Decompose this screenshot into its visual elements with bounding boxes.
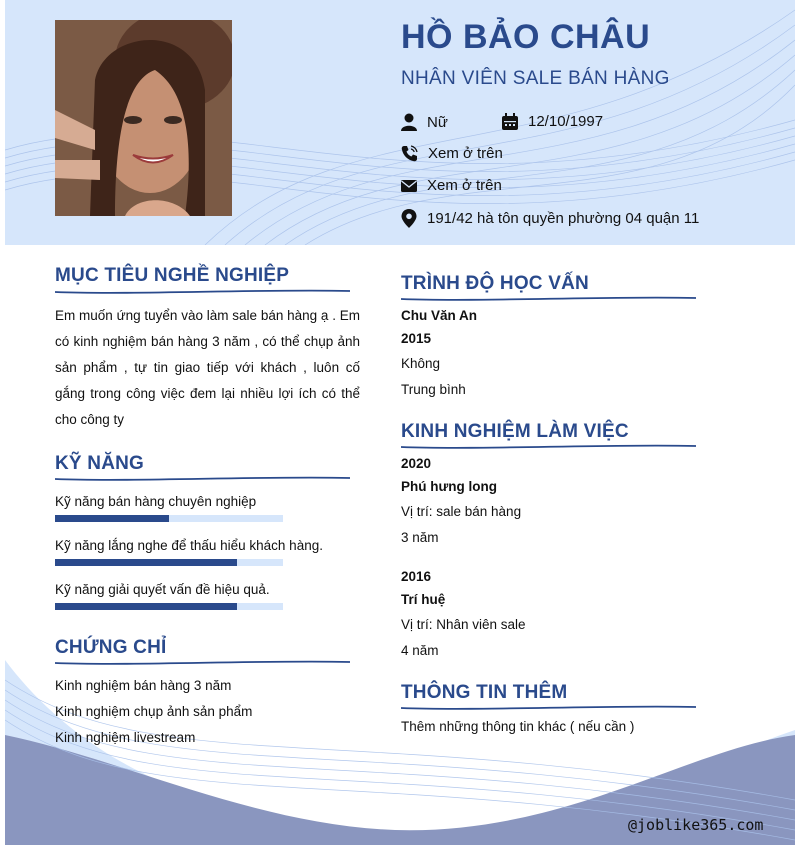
- skill-bar: [55, 559, 283, 566]
- job-title: NHÂN VIÊN SALE BÁN HÀNG: [401, 68, 670, 89]
- objective-heading: MỤC TIÊU NGHỀ NGHIỆP: [55, 265, 290, 286]
- phone-row: [401, 145, 503, 162]
- certificates-underline: [55, 659, 350, 667]
- birthdate-row: [502, 113, 603, 130]
- cv-page: [5, 0, 795, 845]
- mail-icon: [401, 179, 417, 193]
- skills-heading: KỸ NĂNG: [55, 453, 145, 474]
- skill-label: Kỹ năng bán hàng chuyên nghiệp: [55, 494, 257, 509]
- email-row: [401, 177, 502, 194]
- certificates-heading: CHỨNG CHỈ: [55, 637, 167, 658]
- job-company: Phú hưng long: [401, 479, 498, 494]
- education-year: 2015: [401, 331, 432, 346]
- cv-header: [5, 0, 795, 245]
- job-duration: 3 năm: [401, 530, 439, 545]
- education-underline: [401, 295, 696, 303]
- education-school: Chu Văn An: [401, 308, 477, 323]
- experience-heading: KINH NGHIỆM LÀM VIỆC: [401, 421, 629, 442]
- job-company: Trí huệ: [401, 592, 446, 607]
- objective-text: Em muốn ứng tuyển vào làm sale bán hàng ạ . Em có kinh nghiệm bán hàng 3 năm , có thể chụp ảnh sản phẩm , tự tin giao tiếp với khách , luôn cố gắng trong công việc đem lại nhiều lợi ích có thể cho công ty: [55, 308, 360, 427]
- extra-info-text: Thêm những thông tin khác ( nếu cần ): [401, 719, 635, 734]
- skill-bar-fill: [55, 559, 237, 566]
- skill-bar: [55, 515, 283, 522]
- user-icon: [401, 113, 417, 131]
- address-value: 191/42 hà tôn quyền phường 04 quận 11: [427, 210, 700, 227]
- address-row: [401, 209, 699, 228]
- education-major: Không: [401, 356, 441, 371]
- skill-bar-fill: [55, 515, 169, 522]
- birthdate-value: 12/10/1997: [528, 113, 604, 130]
- calendar-icon: [502, 113, 518, 130]
- email-value: Xem ở trên: [427, 177, 502, 194]
- job-duration: 4 năm: [401, 643, 439, 658]
- job-position: Vị trí: Nhân viên sale: [401, 617, 526, 632]
- candidate-name: HỒ BẢO CHÂU: [401, 18, 651, 56]
- job-year: 2016: [401, 569, 432, 584]
- extra-info-heading: THÔNG TIN THÊM: [401, 682, 568, 703]
- objective-underline: [55, 288, 350, 296]
- certificate-item: Kinh nghiệm livestream: [55, 730, 196, 745]
- skill-bar-fill: [55, 603, 237, 610]
- skill-label: Kỹ năng lắng nghe để thấu hiểu khách hàng.: [55, 538, 323, 553]
- skills-underline: [55, 475, 350, 483]
- certificate-item: Kinh nghiệm chụp ảnh sản phẩm: [55, 704, 253, 719]
- watermark: @joblike365.com: [628, 816, 764, 834]
- phone-value: Xem ở trên: [428, 145, 503, 162]
- profile-photo: [55, 20, 232, 216]
- phone-icon: [401, 145, 418, 162]
- gender-row: [401, 113, 448, 131]
- education-heading: TRÌNH ĐỘ HỌC VẤN: [401, 273, 589, 294]
- job-position: Vị trí: sale bán hàng: [401, 504, 522, 519]
- experience-underline: [401, 443, 696, 451]
- location-icon: [401, 209, 417, 228]
- skill-label: Kỹ năng giải quyết vấn đề hiệu quả.: [55, 582, 270, 597]
- job-year: 2020: [401, 456, 432, 471]
- education-grade: Trung bình: [401, 382, 466, 397]
- gender-value: Nữ: [427, 113, 448, 131]
- skill-bar: [55, 603, 283, 610]
- certificate-item: Kinh nghiệm bán hàng 3 năm: [55, 678, 232, 693]
- avatar: [55, 20, 232, 216]
- extra-info-underline: [401, 704, 696, 712]
